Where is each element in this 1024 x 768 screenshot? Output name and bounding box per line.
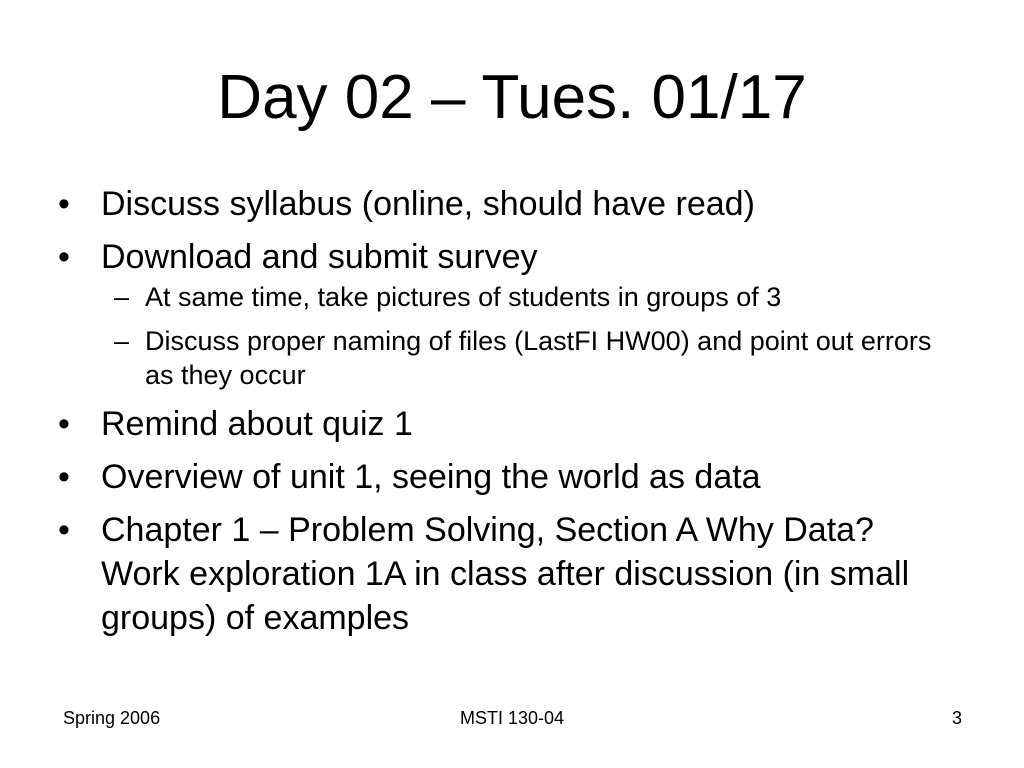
bullet-icon: • bbox=[58, 511, 70, 549]
bullet-text: Download and submit survey bbox=[101, 238, 538, 276]
sub-list-item bbox=[114, 324, 958, 392]
list-item bbox=[58, 235, 958, 279]
dash-icon: – bbox=[114, 282, 130, 312]
bullet-text: Discuss syllabus (online, should have read) bbox=[101, 185, 755, 223]
list-item bbox=[58, 182, 958, 226]
bullet-text: Remind about quiz 1 bbox=[101, 405, 413, 443]
sub-list bbox=[58, 280, 958, 392]
bullet-text: Chapter 1 – Problem Solving, Section A Why Data? Work exploration 1A in class after discussion (in small groups) of examples bbox=[101, 511, 910, 637]
footer-date: Spring 2006 bbox=[63, 708, 161, 728]
sub-item-text: At same time, take pictures of students in groups of 3 bbox=[145, 282, 782, 312]
bullet-text: Overview of unit 1, seeing the world as data bbox=[101, 458, 761, 496]
bullet-icon: • bbox=[58, 185, 70, 223]
slide-title: Day 02 – Tues. 01/17 bbox=[217, 63, 807, 132]
bullet-icon: • bbox=[58, 238, 70, 276]
list-item bbox=[58, 508, 958, 640]
sub-item-text: Discuss proper naming of files (LastFI HW00) and point out errors as they occur bbox=[145, 326, 932, 390]
slide-number: 3 bbox=[951, 708, 962, 728]
footer-course: MSTI 130-04 bbox=[459, 708, 565, 728]
slide-content bbox=[58, 182, 958, 649]
dash-icon: – bbox=[114, 326, 130, 356]
bullet-icon: • bbox=[58, 405, 70, 443]
bullet-icon: • bbox=[58, 458, 70, 496]
sub-list-item bbox=[114, 280, 958, 314]
list-item bbox=[58, 455, 958, 499]
list-item bbox=[58, 402, 958, 446]
